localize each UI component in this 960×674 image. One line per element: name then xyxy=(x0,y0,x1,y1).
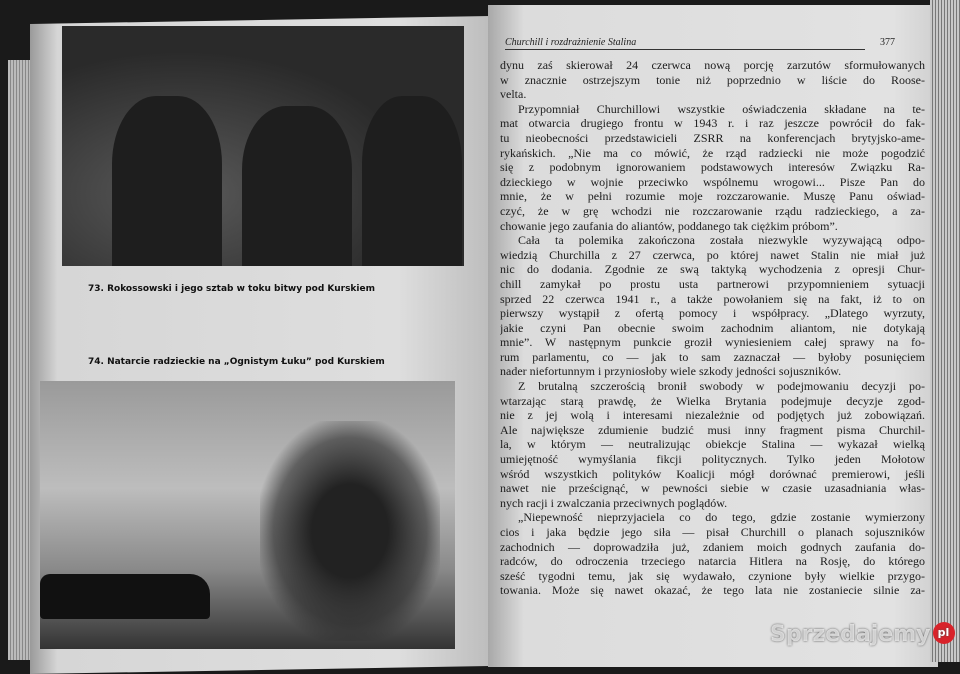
running-header: Churchill i rozdrażnienie Stalina xyxy=(505,36,865,50)
text-line: dynu zaś skierował 24 czerwca nową porcję zarzutów sformułowanych xyxy=(500,58,925,72)
text-line: czyć, że w grę wchodzi nie rozczarowanie rządu radzieckiego, a za- xyxy=(500,203,925,218)
text-line: tu nieobecności przedstawicieli ZSRR na konferencjach brytyjsko-ame- xyxy=(500,130,925,145)
text-line: się z podobnym ignorowaniem podstawowych interesów Związku Ra- xyxy=(500,160,925,175)
text-line: nic do dodania. Zgodnie ze swą taktyką wychodzenia z opresji Chur- xyxy=(500,262,925,277)
watermark xyxy=(770,622,955,648)
text-line: Z brutalną szczerością bronił swobody w podejmowaniu decyzji po- xyxy=(518,379,925,394)
text-line: nader niefortunnym i przyniosłoby wiele szkody jedności sojuszników. xyxy=(500,364,842,379)
watermark-text: Sprzedajemy xyxy=(770,622,931,647)
text-line: Przypomniał Churchillowi wszystkie oświadczenia składane na te- xyxy=(518,101,925,116)
text-line: radców, do odroczenia trzeciego natarcia Hitlera na Rosję, do którego xyxy=(500,554,925,569)
text-line: rykańskich. „Nie ma co mówić, że rząd radziecki nie może pogodzić xyxy=(500,145,925,160)
officer-figure xyxy=(242,106,352,266)
page-edges-right xyxy=(930,0,960,662)
text-line: mat otwarcia drugiego frontu w 1943 r. i raz jeszcze powrócił do fak- xyxy=(500,116,925,131)
text-line: la, w którym — neutralizując obiekcje Stalina — wykazał wielką xyxy=(500,437,925,452)
caption-73: 73. Rokossowski i jego sztab w toku bitwy pod Kurskiem xyxy=(88,284,375,294)
text-line: dzieckiego w wojnie przeciwko wspólnemu wrogowi... Pisze Pan do xyxy=(500,174,925,189)
text-line: w znacznie ostrzejszym tonie niż poprzednio w liście do Roose- xyxy=(500,72,925,87)
officer-figure xyxy=(362,96,462,266)
text-line: wtarzając starą prawdę, że Wielka Brytania podejmuje decyzje zgod- xyxy=(500,393,925,408)
text-line: Ale największe zdumienie budzić musi inny fragment pisma Churchil- xyxy=(500,422,925,437)
caption-74: 74. Natarcie radzieckie na „Ognistym Łuku” pod Kurskiem xyxy=(88,357,385,367)
text-line: towania. Może się nawet okazać, że tego lata nie zostaniecie silnie za- xyxy=(500,583,925,598)
text-line: wśród wszystkich polityków Koalicji mógł dorównać premierowi, jeśli xyxy=(500,466,925,481)
text-line: zachodnich — doprowadziła już, zdaniem moich godnych zaufania do- xyxy=(500,539,925,554)
text-line: pierwszy wystąpił z ofertą pomocy i współpracy. „Dlatego wyrzuty, xyxy=(500,306,925,321)
text-line: nawet nie prześcignąć, w pewności siebie w czasie uzasadniania włas- xyxy=(500,481,925,496)
text-line: mnie, że w pełni rozumie moje rozczarowanie. Muszę Panu oświad- xyxy=(500,189,925,204)
smoke-cloud xyxy=(260,421,440,641)
page-number: 377 xyxy=(880,37,895,48)
text-line: umiejętność wymyślania fikcji politycznych. Tylko jeden Mołotow xyxy=(500,452,925,467)
text-line: sześć tygodni temu, jak się wydawało, czynione były wielkie przygo- xyxy=(500,568,925,583)
tank-silhouette xyxy=(40,574,210,619)
watermark-badge: pl xyxy=(933,622,955,644)
text-line: nych racji i zwalczania przeciwnych poglądów. xyxy=(500,495,728,510)
photo-rokossowski-staff xyxy=(62,26,464,266)
body-text xyxy=(500,58,925,598)
text-line: rum parlamentu, co — jak to sam zaznaczał — byłoby posunięciem xyxy=(500,349,925,364)
text-line: chowanie jego zaufania do aliantów, poddanego tak ciężkim próbom”. xyxy=(500,218,838,233)
text-line: sprzed 22 czerwca 1941 r., a także powołaniem się na fakt, iż to on xyxy=(500,291,925,306)
officer-figure xyxy=(112,96,222,266)
text-line: mnie”. W następnym punkcie groził wyniesieniem całej sprawy na fo- xyxy=(500,335,925,350)
text-line: chill zamykał po prostu usta partnerowi przypomnieniem sytuacji xyxy=(500,276,925,291)
text-line: „Niepewność nieprzyjaciela co do tego, gdzie zostanie wymierzony xyxy=(518,510,925,525)
text-line: nie z jej wolą i interesami niezależnie od podjętych już zobowiązań. xyxy=(500,408,925,423)
photo-battle-kursk xyxy=(40,381,455,649)
text-line: velta. xyxy=(500,87,527,102)
text-line: jakie czyni Pan obecnie swoim zachodnim aliantom, nie dotykają xyxy=(500,320,925,335)
text-line: Cała ta polemika zakończona została niezwykle wyzywającą odpo- xyxy=(518,233,925,248)
text-line: cios i jaka będzie jego siła — pisał Churchill o planach sojuszników xyxy=(500,525,925,539)
text-line: wiedzią Churchilla z 27 czerwca, po której nawet Stalin nie miał już xyxy=(500,247,925,262)
